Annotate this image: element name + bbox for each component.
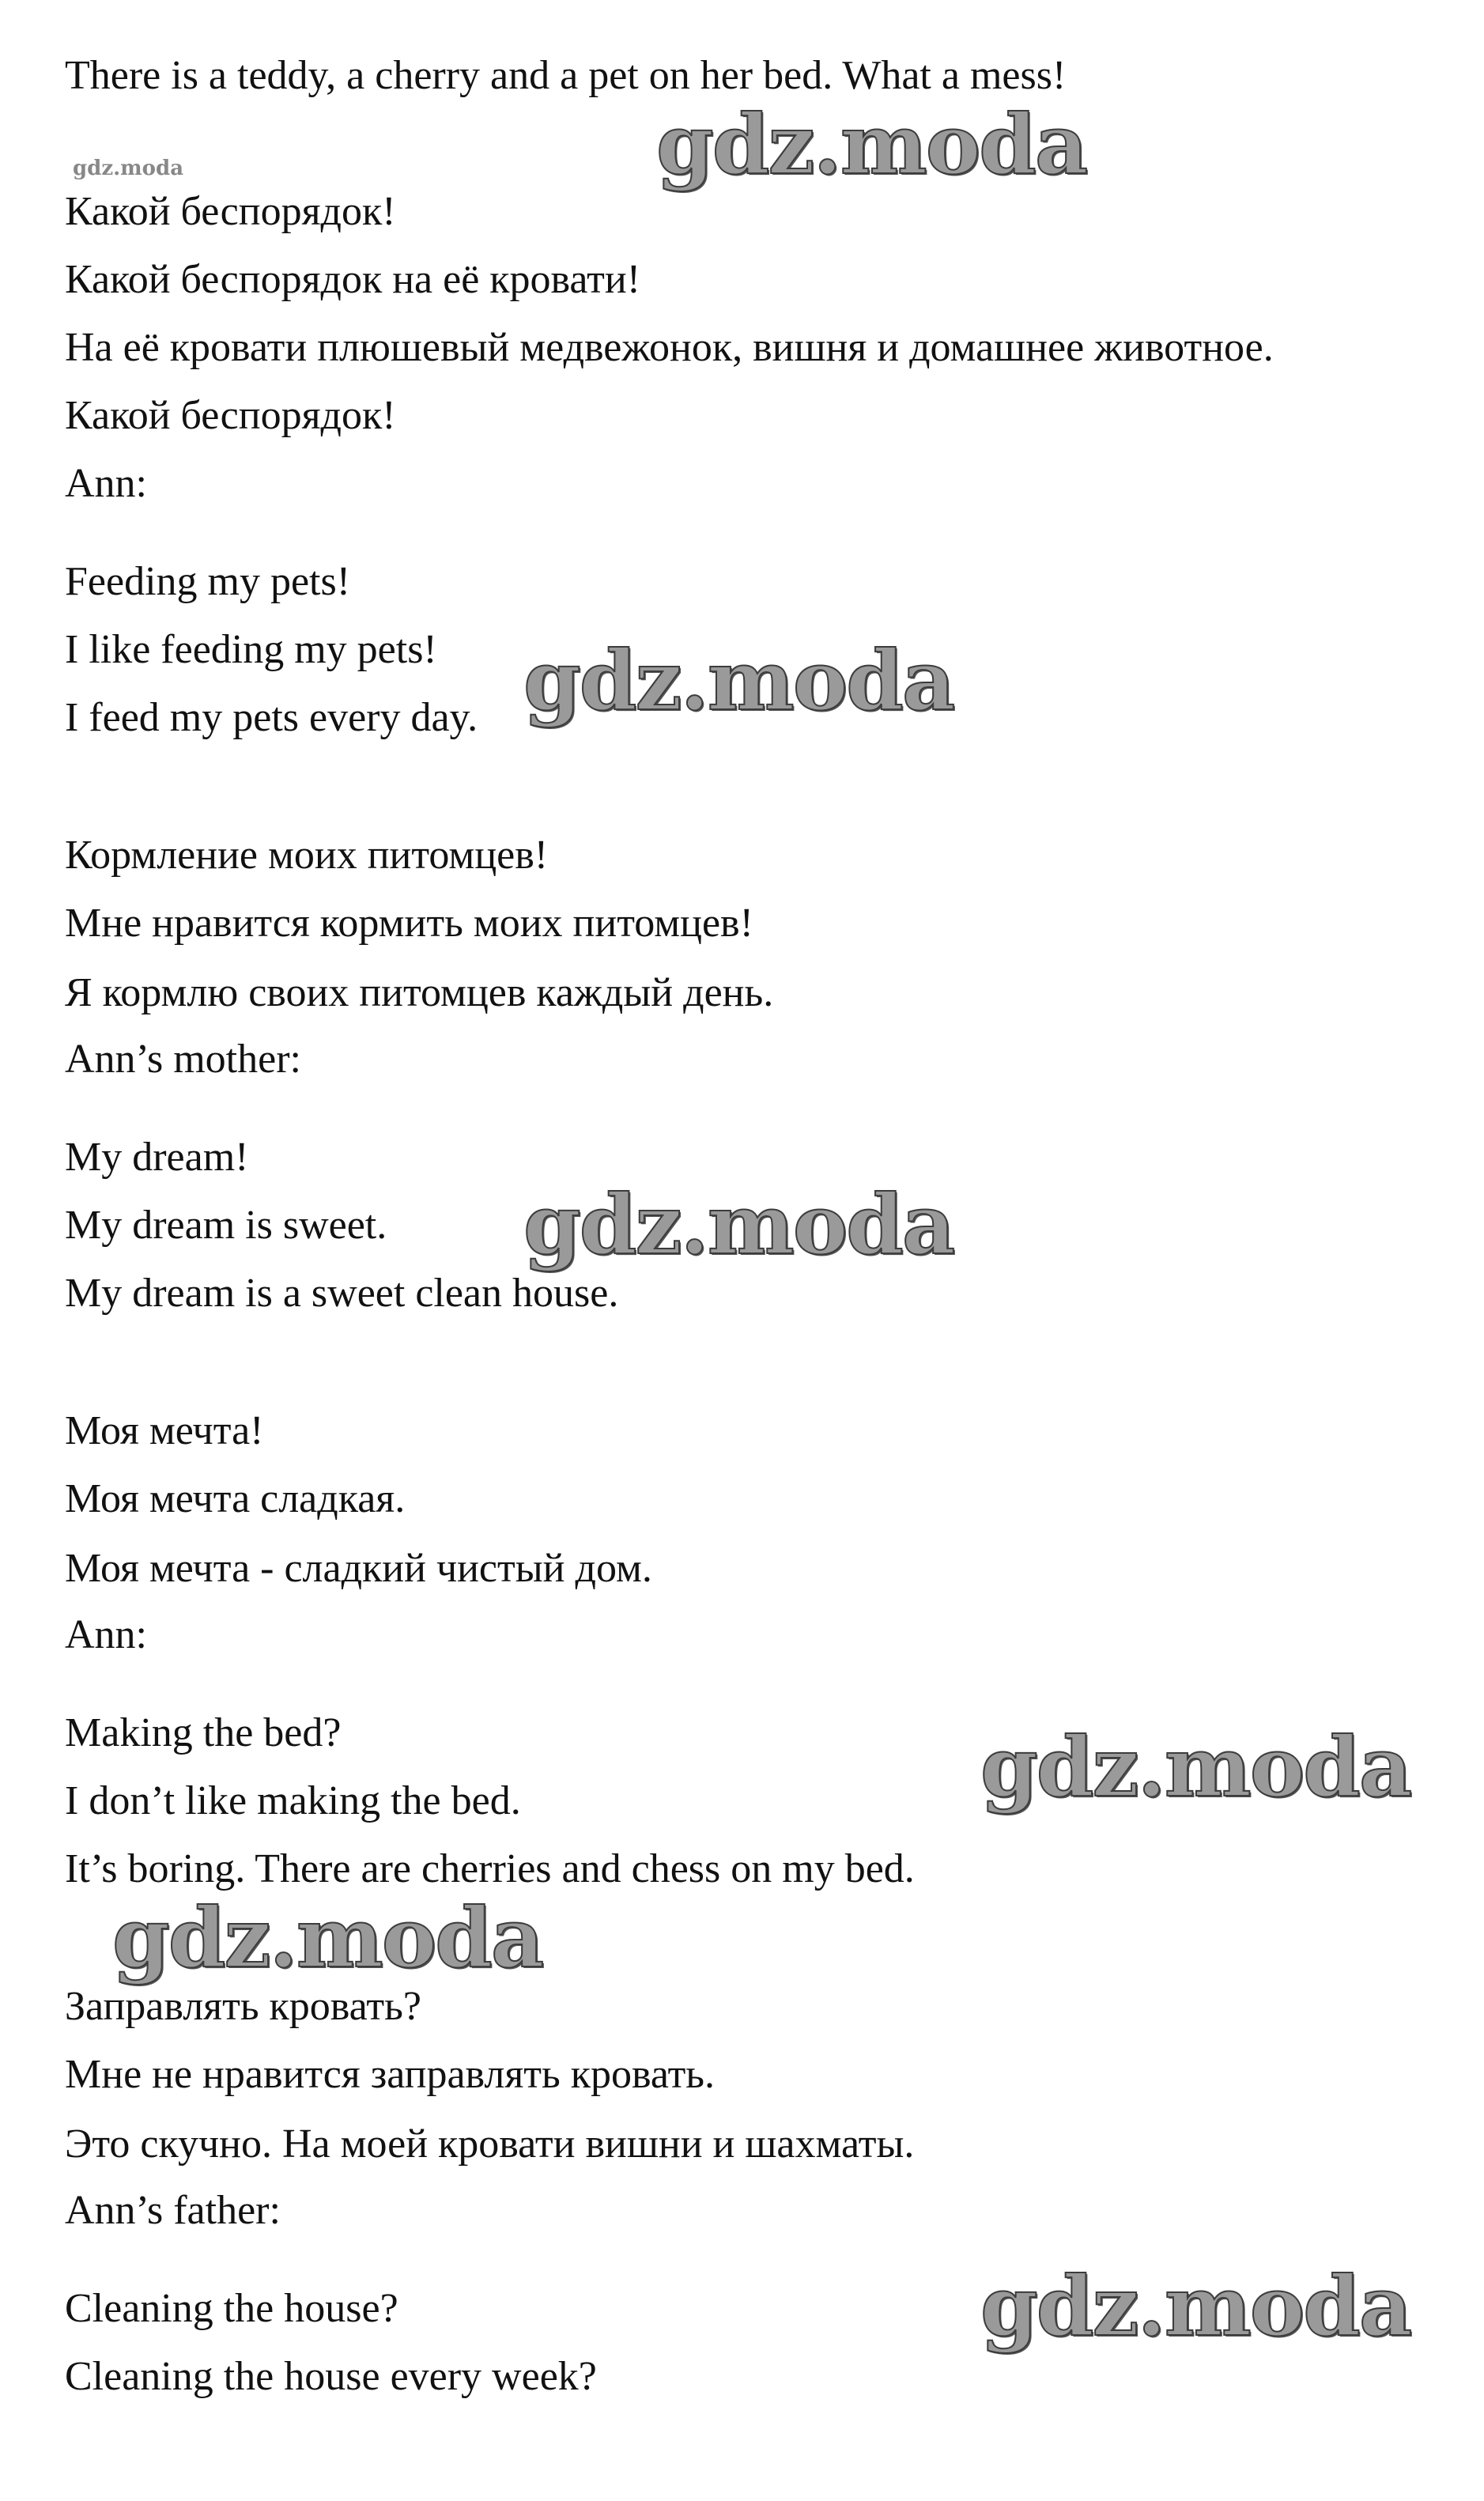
text-line: I don’t like making the bed. [65, 1778, 521, 1823]
watermark: gdz.moda [980, 2257, 1411, 2355]
text-line: Это скучно. На моей кровати вишни и шахматы. [65, 2121, 915, 2167]
text-line: Кормление моих питомцев! [65, 833, 549, 878]
text-line: My dream is a sweet clean house. [65, 1271, 619, 1316]
text-line: Заправлять кровать? [65, 1984, 421, 2029]
text-line: It’s boring. There are cherries and chess on my bed. [65, 1846, 915, 1891]
text-line: My dream is sweet. [65, 1203, 387, 1248]
text-line: Я кормлю своих питомцев каждый день. [65, 970, 774, 1015]
text-line: Какой беспорядок на её кровати! [65, 257, 641, 302]
text-line: My dream! [65, 1135, 249, 1180]
text-line: There is a teddy, a cherry and a pet on her bed. What a mess! [65, 53, 1067, 98]
text-line: Feeding my pets! [65, 559, 351, 604]
text-line: Какой беспорядок! [65, 189, 396, 234]
text-line: На её кровати плюшевый медвежонок, вишня и домашнее животное. [65, 325, 1274, 370]
text-line: Мне нравится кормить моих питомцев! [65, 901, 753, 946]
watermark: gdz.moda [523, 632, 954, 729]
speaker-label: Ann’s mother: [65, 1037, 301, 1082]
watermark: gdz.moda [980, 1718, 1411, 1815]
text-line: Cleaning the house every week? [65, 2354, 597, 2399]
text-line: Какой беспорядок! [65, 393, 396, 438]
watermark: gdz.moda [112, 1889, 543, 1986]
text-line: Моя мечта! [65, 1408, 264, 1453]
speaker-label: Ann: [65, 461, 147, 506]
text-line: I like feeding my pets! [65, 627, 437, 672]
text-line: I feed my pets every day. [65, 695, 478, 740]
text-line: Cleaning the house? [65, 2286, 398, 2331]
speaker-label: Ann’s father: [65, 2188, 281, 2233]
text-line: Моя мечта сладкая. [65, 1476, 406, 1521]
watermark-small: gdz.moda [73, 157, 184, 180]
speaker-label: Ann: [65, 1612, 147, 1657]
text-line: Моя мечта - сладкий чистый дом. [65, 1546, 652, 1591]
text-line: Making the bed? [65, 1710, 342, 1755]
watermark: gdz.moda [523, 1176, 954, 1273]
text-line: Мне не нравится заправлять кровать. [65, 2052, 716, 2097]
watermark: gdz.moda [656, 96, 1087, 193]
